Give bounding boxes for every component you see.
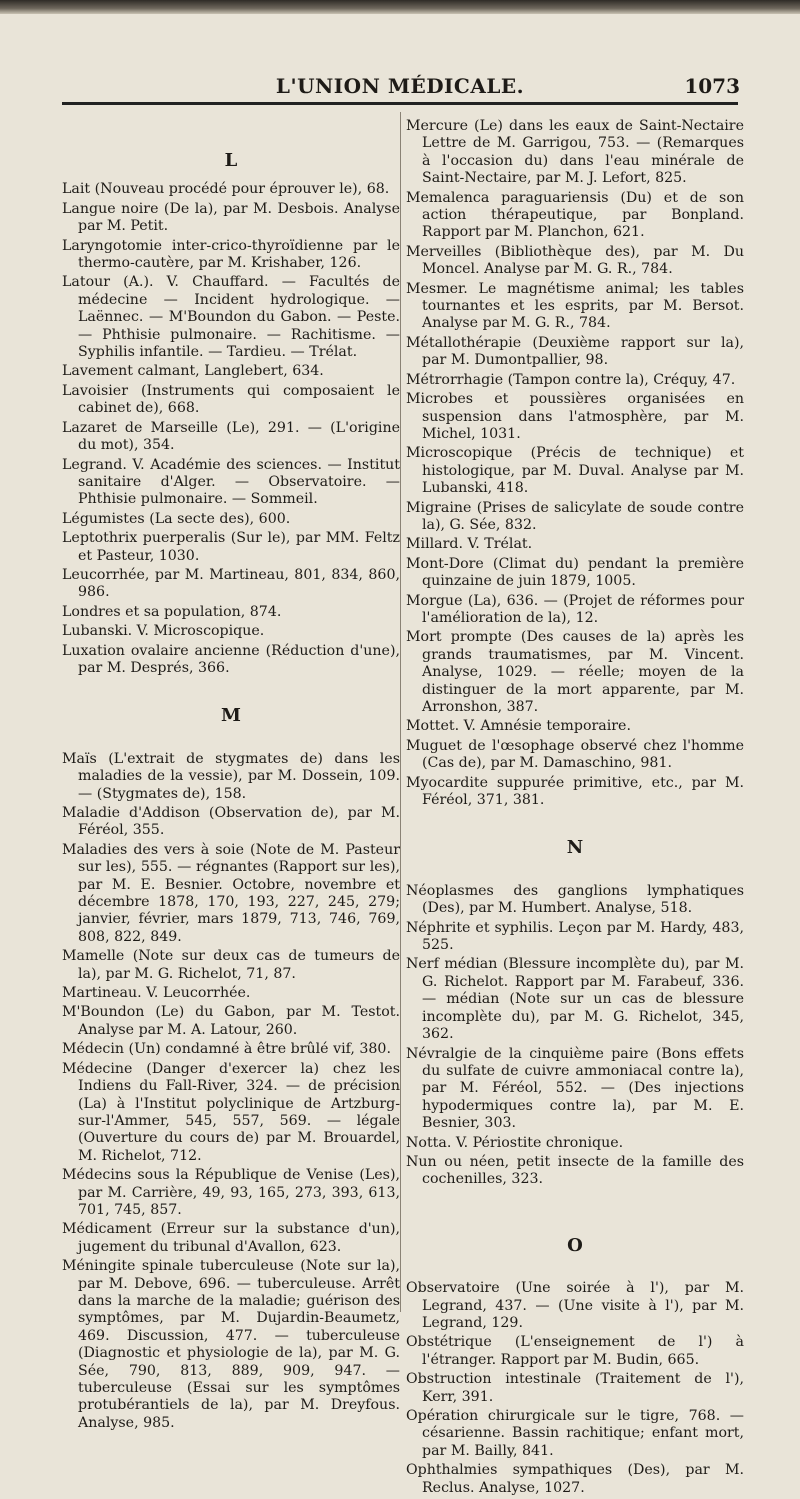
entries-o (406, 1280, 744, 1497)
index-entry: Memalenca paraguariensis (Du) et de son action thérapeutique, par Bonpland. Rapport par M. Planchon, 621. (406, 189, 744, 241)
index-entry: Lavoisier (Instruments qui composaient le cabinet de), 668. (62, 382, 400, 417)
entries-l (62, 181, 400, 677)
index-entry: Mottet. V. Amnésie temporaire. (406, 718, 631, 735)
index-entry: Notta. V. Périostite chronique. (406, 1134, 624, 1151)
index-entry: Lazaret de Marseille (Le), 291. — (L'origine du mot), 354. (62, 419, 400, 454)
index-entry: Métallothérapie (Deuxième rapport sur la), par M. Dumontpallier, 98. (406, 334, 744, 369)
index-entry: Leptothrix puerperalis (Sur le), par MM. Feltz et Pasteur, 1030. (62, 530, 400, 564)
index-entry: Martineau. V. Leucorrhée. (62, 985, 251, 1002)
entries-n (406, 883, 744, 1189)
entries-m-continued (406, 118, 744, 809)
entries-m (62, 751, 400, 1432)
index-entry: Médecins sous la République de Venise (Les), par M. Carrière, 49, 93, 165, 273, 393, 613, 701, 745, 857. (62, 1167, 400, 1218)
index-entry: Médecine (Danger d'exercer la) chez les Indiens du Fall-River, 324. — de précision (La) à l'Institut polyclinique de Artzburg-sur-l'Ammer, 545, 557, 569. — légale (Ouverture du cours de) par M. Brouardel, M. Richelot, 712. (62, 1060, 400, 1164)
index-entry: Myocardite suppurée primitive, etc., par M. Féréol, 371, 381. (406, 774, 744, 809)
index-entry: Opération chirurgicale sur le tigre, 768. — césarienne. Bassin rachitique; enfant mort, par M. Bailly, 841. (406, 1408, 744, 1459)
section-letter-n: N (566, 837, 584, 859)
index-entry: Maïs (L'extrait de stygmates de) dans les maladies de la vessie), par M. Dossein, 109. — (Stygmates de), 158. (62, 750, 400, 802)
page-number: 1073 (684, 74, 740, 98)
index-entry: Nun ou néen, petit insecte de la famille des cochenilles, 323. (406, 1153, 744, 1188)
section-letter-l: L (224, 150, 238, 171)
left-column (62, 118, 400, 1434)
index-entry: Mercure (Le) dans les eaux de Saint-Nectaire Lettre de M. Garrigou, 753. — (Remarques à l'occasion du) dans l'eau minérale de Saint-Nectaire, par M. J. Lefort, 825. (406, 118, 744, 187)
index-entry: Leucorrhée, par M. Martineau, 801, 834, 860, 986. (62, 566, 400, 601)
index-entry: M'Boundon (Le) du Gabon, par M. Testot. Analyse par M. A. Latour, 260. (62, 1004, 400, 1038)
index-entry: Legrand. V. Académie des sciences. — Institut sanitaire d'Alger. — Observatoire. — Phthisie pulmonaire. — Sommeil. (62, 456, 400, 508)
index-entry: Migraine (Prises de salicylate de soude contre la), G. Sée, 832. (406, 499, 744, 533)
index-entry: Luxation ovalaire ancienne (Réduction d'une), par M. Després, 366. (62, 642, 400, 676)
journal-title: L'UNION MÉDICALE. (275, 74, 525, 98)
index-entry: Microscopique (Précis de technique) et histologique, par M. Duval. Analyse par M. Lubanski, 418. (406, 445, 744, 497)
index-entry: Médecin (Un) condamné à être brûlé vif, 380. (62, 1041, 391, 1058)
section-letter-m: M (221, 705, 241, 727)
index-entry: Nerf médian (Blessure incomplète du), par M. G. Richelot. Rapport par M. Farabeuf, 336. — médian (Note sur un cas de blessure incomplète du), par M. G. Richelot, 345, 362. (406, 956, 744, 1043)
index-entry: Maladies des vers à soie (Note de M. Pasteur sur les), 555. — régnantes (Rapport sur les), par M. E. Besnier. Octobre, novembre et décembre 1878, 170, 193, 227, 245, 279; janvier, février, mars 1879, 713, 746, 769, 808, 822, 849. (62, 841, 400, 945)
index-entry: Muguet de l'œsophage observé chez l'homme (Cas de), par M. Damaschino, 981. (406, 737, 744, 772)
index-entry: Lait (Nouveau procédé pour éprouver le), 68. (62, 181, 390, 198)
index-entry: Latour (A.). V. Chauffard. — Facultés de médecine — Incident hydrologique. — Laënnec. — M'Boundon du Gabon. — Peste. — Phthisie pulmonaire. — Rachitisme. — Syphilis infantile. — Tardieu. — Trélat. (62, 274, 400, 361)
index-entry: Mont-Dore (Climat du) pendant la première quinzaine de juin 1879, 1005. (406, 555, 744, 590)
index-entry: Maladie d'Addison (Observation de), par M. Féréol, 355. (62, 805, 400, 839)
index-entry: Londres et sa population, 874. (62, 603, 282, 620)
section-letter-o: O (567, 1234, 583, 1256)
index-entry: Métrorrhagie (Tampon contre la), Créquy, 47. (406, 371, 736, 388)
index-entry: Langue noire (De la), par M. Desbois. Analyse par M. Petit. (62, 200, 400, 235)
index-entry: Ophthalmies sympathiques (Des), par M. Reclus. Analyse, 1027. (406, 1462, 744, 1496)
index-entry: Mamelle (Note sur deux cas de tumeurs de la), par M. G. Richelot, 71, 87. (62, 948, 400, 982)
index-entry: Lavement calmant, Langlebert, 634. (62, 363, 324, 380)
index-entry: Néoplasmes des ganglions lymphatiques (Des), par M. Humbert. Analyse, 518. (406, 882, 744, 917)
index-entry: Névralgie de la cinquième paire (Bons effets du sulfate de cuivre ammoniacal contre la), par M. Féréol, 552. — (Des injections hypodermiques contre la), par M. E. Besnier, 303. (406, 1045, 744, 1132)
header-rule (62, 102, 738, 105)
index-entry: Mesmer. Le magnétisme animal; les tables tournantes et les esprits, par M. Bersot. Analyse par M. G. R., 784. (406, 280, 744, 332)
index-entry: Néphrite et syphilis. Leçon par M. Hardy, 483, 525. (406, 919, 744, 954)
index-entry: Méningite spinale tuberculeuse (Note sur la), par M. Debove, 696. — tuberculeuse. Arrêt dans la marche de la maladie; guérison des symptômes, par M. Dujardin-Beaumetz, 469. Discussion, 477. — tuberculeuse (Diagnostic et physiologie de la), par M. G. Sée, 790, 813, 889, 909, 947. — tuberculeuse (Essai sur les symptômes protubérantiels de la), par M. Dreyfous. Analyse, 985. (62, 1258, 400, 1431)
index-entry: Légumistes (La secte des), 600. (62, 510, 291, 527)
index-entry: Obstétrique (L'enseignement de l') à l'étranger. Rapport par M. Budin, 665. (406, 1334, 744, 1368)
index-entry: Laryngotomie inter-crico-thyroïdienne par le thermo-cautère, par M. Krishaber, 126. (62, 237, 400, 272)
index-entry: Observatoire (Une soirée à l'), par M. Legrand, 437. — (Une visite à l'), par M. Legrand, 129. (406, 1280, 744, 1331)
index-entry: Microbes et poussières organisées en suspension dans l'atmosphère, par M. Michel, 1031. (406, 391, 744, 442)
column-divider (400, 112, 401, 1312)
index-entry: Merveilles (Bibliothèque des), par M. Du Moncel. Analyse par M. G. R., 784. (406, 243, 744, 278)
index-entry: Obstruction intestinale (Traitement de l'), Kerr, 391. (406, 1371, 744, 1405)
index-entry: Morgue (La), 636. — (Projet de réformes pour l'amélioration de la), 12. (406, 592, 744, 626)
index-entry: Médicament (Erreur sur la substance d'un), jugement du tribunal d'Avallon, 623. (62, 1221, 400, 1255)
index-entry: Lubanski. V. Microscopique. (62, 623, 265, 640)
index-entry: Millard. V. Trélat. (406, 536, 533, 553)
running-header (60, 70, 740, 102)
right-column (406, 118, 744, 1499)
index-entry: Mort prompte (Des causes de la) après les grands traumatismes, par M. Vincent. Analyse, 1029. — réelle; moyen de la distinguer de la mort apparente, par M. Arronshon, 387. (406, 629, 744, 715)
